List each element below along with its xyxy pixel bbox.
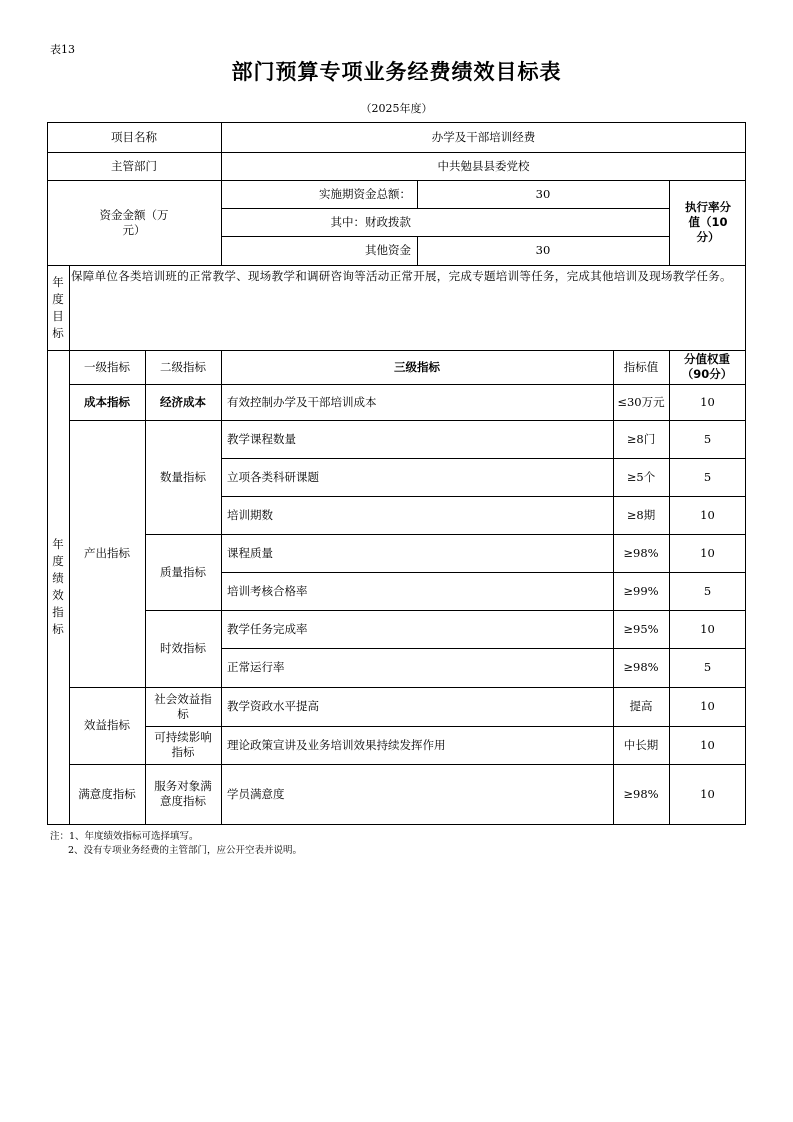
page-title: 部门预算专项业务经费绩效目标表 [231,60,562,84]
level3-name: 正常运行率 [227,660,285,674]
level3-value: 中长期 [623,737,659,752]
department-label: 主管部门 [111,158,157,173]
output-indicator: 产出指标 [84,546,130,560]
department-value: 中共勉县县委党校 [437,158,530,173]
annual-goal-label: 年度目标 [52,274,64,340]
header-weight: 分值权重（90分） [681,352,733,381]
level3-weight: 5 [703,660,712,674]
fiscal-funds-value [417,208,669,236]
sustainable-impact-indicator: 可持续影响指标 [154,730,212,759]
indicators-label-cell [47,350,69,824]
level3-weight: 5 [703,583,712,598]
level3-weight: 10 [700,545,715,560]
economic-cost: 经济成本 [160,394,206,409]
level3-value: ≥99% [623,583,659,598]
total-funds-label: 实施期资金总额： [319,186,411,201]
footnote: 注：1、年度绩效指标可选择填写。 [50,831,199,842]
benefit-indicator: 效益指标 [84,718,130,732]
project-name-value: 办学及干部培训经费 [431,129,536,144]
level3-value: ≥98% [623,786,659,801]
service-satisfaction-indicator: 服务对象满意度指标 [154,779,212,808]
annual-goal-text: 保障单位各类培训班的正常教学、现场教学和调研咨询等活动正常开展，完成专题培训等任务，完成其他培训及现场教学任务。 [71,269,732,283]
header-level1: 一级指标 [84,359,130,374]
level3-name: 课程质量 [227,545,273,560]
level3-weight: 10 [700,507,715,522]
header-value: 指标值 [623,359,659,374]
funds-label: 资金金额（万元） [99,207,169,237]
header-level3: 三级指标 [394,359,440,374]
level3-name: 教学任务完成率 [227,621,308,636]
table-number: 表13 [50,43,75,56]
footnote: 2、没有专项业务经费的主管部门，应公开空表并说明。 [68,845,303,856]
footnotes [50,830,302,858]
level3-value: ≥98% [623,545,659,560]
level3-value: ≥95% [623,621,659,636]
level3-name: 培训考核合格率 [227,583,308,598]
level3-value: ≥98% [623,660,659,674]
level3-value: ≤30万元 [617,394,665,409]
level3-weight: 10 [700,621,715,636]
level3-weight: 5 [703,431,712,446]
performance-target-table [47,122,746,825]
fiscal-year: （2025年度） [360,102,433,115]
annual-goal-label-cell [47,265,69,350]
level3-weight: 5 [703,469,712,484]
header-level2: 二级指标 [160,359,206,374]
social-benefit-indicator: 社会效益指标 [154,691,212,721]
cost-indicator: 成本指标 [84,394,130,409]
level3-name: 教学课程数量 [227,431,296,446]
other-funds-value: 30 [535,243,551,257]
level3-value: 提高 [629,699,653,713]
satisfaction-indicator: 满意度指标 [78,786,136,801]
quality-indicator: 质量指标 [160,564,206,579]
project-name-label: 项目名称 [111,129,157,144]
quantity-indicator: 数量指标 [160,469,206,484]
other-funds-label: 其他资金 [365,243,411,257]
level3-name: 有效控制办学及干部培训成本 [227,394,377,409]
timeliness-indicator: 时效指标 [160,641,206,655]
level3-weight: 10 [700,699,715,713]
level3-name: 教学资政水平提高 [227,699,319,713]
fiscal-funds-label: 其中：财政拨款 [330,214,411,229]
level3-name: 立项各类科研课题 [227,469,319,484]
indicators-section-label: 年度绩效指标 [52,537,64,636]
level3-name: 学员满意度 [227,786,285,801]
level3-value: ≥8门 [626,431,656,446]
level3-weight: 10 [700,737,715,752]
level3-value: ≥8期 [626,507,656,522]
exec-rate-label: 执行率分值（10分） [685,200,731,244]
level3-weight: 10 [700,394,715,409]
level3-name: 培训期数 [227,507,273,522]
level3-name: 理论政策宣讲及业务培训效果持续发挥作用 [227,737,446,752]
level3-value: ≥5个 [626,469,656,484]
level3-weight: 10 [700,786,715,801]
total-funds-value: 30 [535,186,551,201]
